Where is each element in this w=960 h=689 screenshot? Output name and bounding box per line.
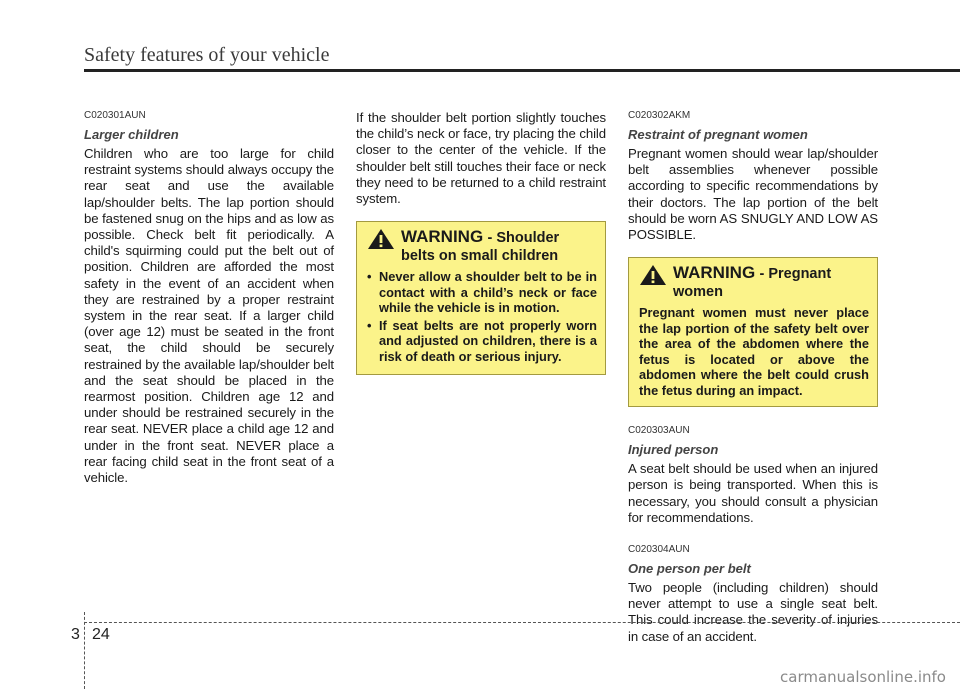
page-number: 24 — [92, 626, 110, 643]
section-body: Two people (including children) should never attempt to use a single seat belt. This could increase the severity of injuries in case of an accident. — [628, 580, 878, 644]
column-1 — [84, 110, 334, 486]
warning-triangle-icon — [639, 264, 667, 286]
warning-label: WARNING — [401, 227, 484, 247]
section-code: C020302AKM — [628, 110, 691, 121]
section-body: A seat belt should be used when an injured person is being transported. When this is necessary, you should consult a physician for recommendations. — [628, 461, 878, 525]
section-heading: Larger children — [84, 127, 179, 142]
warning-item: • If seat belts are not properly worn and adjusted on children, there is a risk of death or serious injury. — [367, 318, 597, 365]
section-code: C020303AUN — [628, 425, 690, 437]
watermark: carmanualsonline.info — [780, 668, 946, 686]
warning-title — [401, 228, 597, 265]
column-2 — [356, 110, 606, 375]
section-heading: One person per belt — [628, 561, 751, 577]
section-heading: Injured person — [628, 442, 719, 458]
footer-separator — [84, 612, 86, 689]
warning-box-pregnant-women — [628, 257, 878, 407]
section-code: C020304AUN — [628, 544, 690, 556]
header-rule — [84, 69, 960, 72]
section-body: Children who are too large for child restraint systems should always occupy the rear seat and use the available lap/shoulder belts. The lap portion should be fastened snug on the hips and as low as possible. Check belt fit periodically. A child's squirming could put the belt out of position. Children are afforded the most safety in the event of an accident when they are restrained by a proper restraint system in the rear seat. If a larger child (over age 12) must be seated in the front seat, the child should be securely restrained by the available lap/shoulder belt and the seat should be placed in the rearmost position. Children age 12 and under should be restrained securely in the rear seat. NEVER place a child age 12 and under in the front seat. NEVER place a rear facing child seat in the front seat of a vehicle. — [84, 146, 334, 486]
warning-title — [673, 264, 869, 301]
warning-list — [367, 269, 597, 364]
footer-rule — [84, 622, 960, 623]
warning-label: WARNING — [673, 263, 756, 283]
section-heading: Restraint of pregnant women — [628, 127, 808, 142]
section-body: Pregnant women should wear lap/shoulder belt assemblies whenever possible according to specific recommendations by their doctors. The lap portion of the belt should be worn AS SNUGLY AND LOW AS POSSIBLE. — [628, 146, 878, 243]
warning-box-shoulder-belts — [356, 221, 606, 375]
warning-item: • Never allow a shoulder belt to be in contact with a child’s neck or face while the vehicle is in motion. — [367, 269, 597, 316]
warning-text: Pregnant women must never place the lap portion of the safety belt over the area of the abdomen where the fetus is located or above the abdomen where the belt could crush the fetus during an impact. — [639, 305, 869, 398]
page-header-title: Safety features of your vehicle — [84, 44, 330, 66]
column-3 — [628, 110, 878, 645]
warning-subject: - Pregnant women — [673, 266, 832, 301]
section-body: If the shoulder belt portion slightly touches the child’s neck or face, try placing the child closer to the center of the vehicle. If the shoulder belt still touches their face or neck they need to be returned to a child restraint system. — [356, 110, 606, 207]
warning-triangle-icon — [367, 228, 395, 250]
warning-subject: - Shoulder belts on small children — [401, 230, 560, 265]
section-code: C020301AUN — [84, 110, 146, 121]
chapter-number: 3 — [71, 626, 80, 643]
